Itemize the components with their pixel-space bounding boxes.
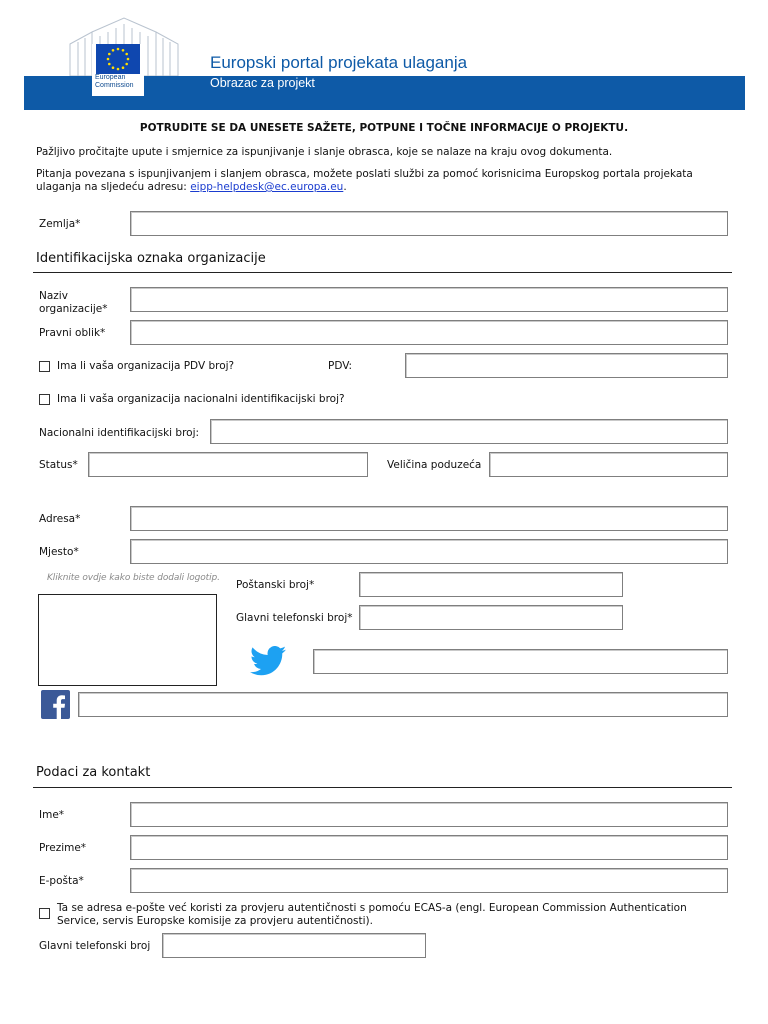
- status-label: Status*: [39, 459, 78, 471]
- main-phone-label: Glavni telefonski broj*: [236, 612, 353, 624]
- national-id-field[interactable]: [210, 419, 728, 444]
- ecas-note: Ta se adresa e-pošte već koristi za provjeru autentičnosti s pomoću ECAS-a (engl. European Commission Authentication Service, servis Europske komisije za provjeru autentičnosti).: [57, 902, 687, 927]
- logo-upload-area[interactable]: [38, 594, 217, 686]
- main-phone-field[interactable]: [359, 605, 623, 630]
- instructions-text: Pažljivo pročitajte upute i smjernice za ispunjivanje i slanje obrasca, koje se nalaze na kraju ovog dokumenta.: [36, 146, 613, 158]
- postal-code-field[interactable]: [359, 572, 623, 597]
- eu-flag-icon: [96, 44, 140, 74]
- legal-form-label: Pravni oblik*: [39, 327, 106, 339]
- vat-label: PDV:: [328, 360, 353, 372]
- first-name-field[interactable]: [130, 802, 728, 827]
- company-size-field[interactable]: [489, 452, 728, 477]
- last-name-field[interactable]: [130, 835, 728, 860]
- contact-phone-field[interactable]: [162, 933, 426, 958]
- twitter-icon: [249, 646, 287, 676]
- address-label: Adresa*: [39, 513, 81, 525]
- facebook-icon: [41, 690, 70, 719]
- helpdesk-text-end: .: [343, 181, 347, 193]
- city-label: Mjesto*: [39, 546, 79, 558]
- logo-upload-hint: Kliknite ovdje kako biste dodali logotip.: [47, 573, 220, 583]
- legal-form-field[interactable]: [130, 320, 728, 345]
- facebook-field[interactable]: [78, 692, 728, 717]
- status-field[interactable]: [88, 452, 368, 477]
- twitter-field[interactable]: [313, 649, 728, 674]
- helpdesk-text: [36, 168, 726, 194]
- helpdesk-text-main: Pitanja povezana s ispunjivanjem i slanjem obrasca, možete poslati službi za pomoć korisnicima Europskog portala projekata ulaganja na sljedeću adresu:: [36, 168, 693, 193]
- vat-field[interactable]: [405, 353, 728, 378]
- form-subtitle: Obrazac za projekt: [210, 76, 315, 90]
- last-name-label: Prezime*: [39, 842, 87, 854]
- intro-heading: POTRUDITE SE DA UNESETE SAŽETE, POTPUNE I TOČNE INFORMACIJE O PROJEKTU.: [139, 122, 629, 134]
- section-title-contact: Podaci za kontakt: [36, 765, 151, 780]
- first-name-label: Ime*: [39, 809, 65, 821]
- portal-title: Europski portal projekata ulaganja: [210, 53, 468, 72]
- has-vat-checkbox[interactable]: [39, 361, 50, 372]
- company-size-label: Veličina poduzeća: [387, 459, 482, 471]
- has-vat-label: Ima li vaša organizacija PDV broj?: [57, 360, 235, 372]
- national-id-label: Nacionalni identifikacijski broj:: [39, 427, 200, 439]
- address-field[interactable]: [130, 506, 728, 531]
- contact-phone-label: Glavni telefonski broj: [39, 940, 151, 952]
- postal-code-label: Poštanski broj*: [236, 579, 315, 591]
- email-label: E-pošta*: [39, 875, 84, 887]
- city-field[interactable]: [130, 539, 728, 564]
- helpdesk-email-link[interactable]: eipp-helpdesk@ec.europa.eu: [190, 181, 344, 193]
- has-national-id-checkbox[interactable]: [39, 394, 50, 405]
- org-name-label: Naziv organizacije*: [39, 290, 108, 315]
- section-title-org-id: Identifikacijska oznaka organizacije: [36, 251, 266, 266]
- org-name-field[interactable]: [130, 287, 728, 312]
- email-field[interactable]: [130, 868, 728, 893]
- country-field[interactable]: [130, 211, 728, 236]
- ec-logo-text: European Commission: [95, 74, 134, 89]
- section-divider: [33, 272, 732, 273]
- has-national-id-label: Ima li vaša organizacija nacionalni identifikacijski broj?: [57, 393, 345, 405]
- section-divider: [33, 787, 732, 788]
- country-label: Zemlja*: [39, 218, 81, 230]
- ecas-checkbox[interactable]: [39, 908, 50, 919]
